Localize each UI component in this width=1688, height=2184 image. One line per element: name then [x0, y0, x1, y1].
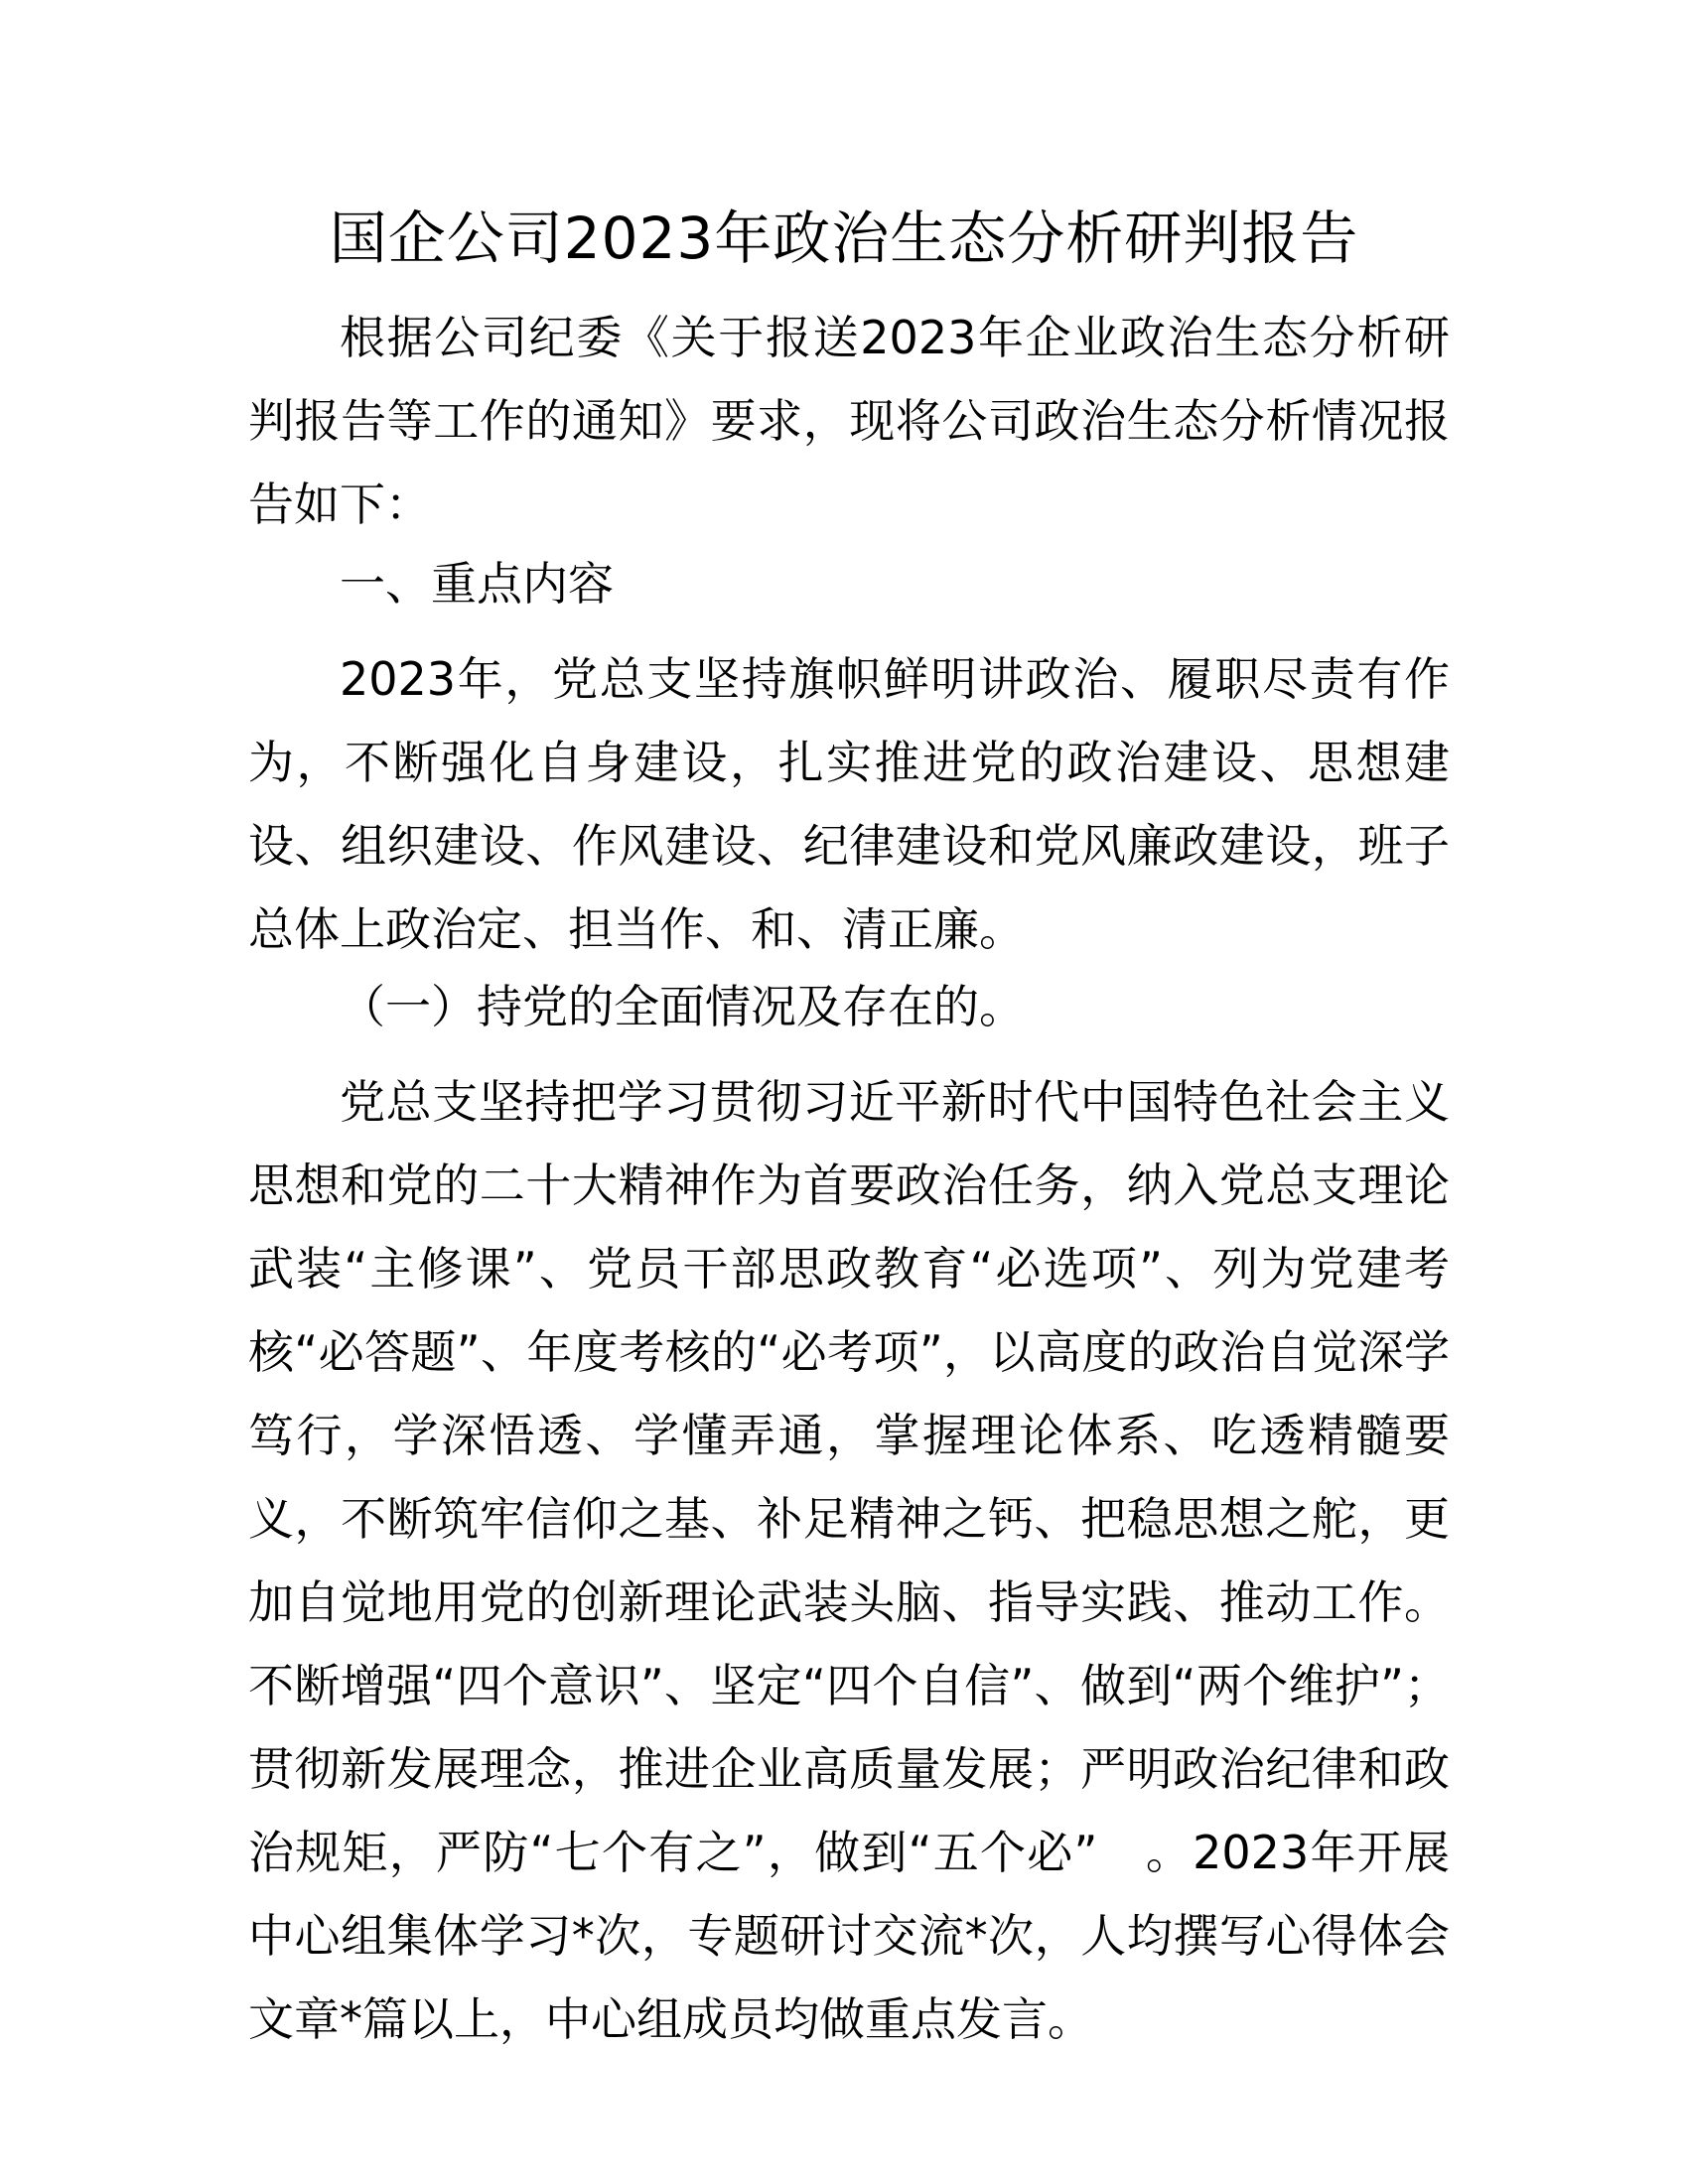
subsection-paragraph-study: 党总支坚持把学习贯彻习近平新时代中国特色社会主义思想和党的二十大精神作为首要政治任务，纳入党总支理论武装“主修课”、党员干部思政教育“必选项”、列为党建考核“必答题”、年度考核的“必考项”，以高度的政治自觉深学笃行，学深悟透、学懂弄通，掌握理论体系、吃透精髓要义，不断筑牢信仰之基、补足精神之钙、把稳思想之舵，更加自觉地用党的创新理论武装头脑、指导实践、推动工作。不断增强“四个意识”、坚定“四个自信”、做到“两个维护”；贯彻新发展理念，推进企业高质量发展；严明政治纪律和政治规矩，严防“七个有之”，做到“五个必” 。2023年开展中心组集体学习*次，专题研讨交流*次，人均撰写心得体会文章*篇以上，中心组成员均做重点发言。 [248, 1075, 1450, 2046]
intro-paragraph: 根据公司纪委《关于报送2023年企业政治生态分析研判报告等工作的通知》要求，现将公司政治生态分析情况报告如下： [248, 311, 1450, 531]
section-heading-key-content: 一、重点内容 [340, 557, 614, 611]
section-paragraph-overview: 2023年，党总支坚持旗帜鲜明讲政治、履职尽责有作为，不断强化自身建设，扎实推进党的政治建设、思想建设、组织建设、作风建设、纪律建设和党风廉政建设，班子总体上政治定、担当作、和、清正廉。 [248, 652, 1450, 956]
subsection-heading-party-situation: （一）持党的全面情况及存在的。 [340, 980, 1025, 1033]
document-title: 国企公司2023年政治生态分析研判报告 [329, 205, 1359, 272]
